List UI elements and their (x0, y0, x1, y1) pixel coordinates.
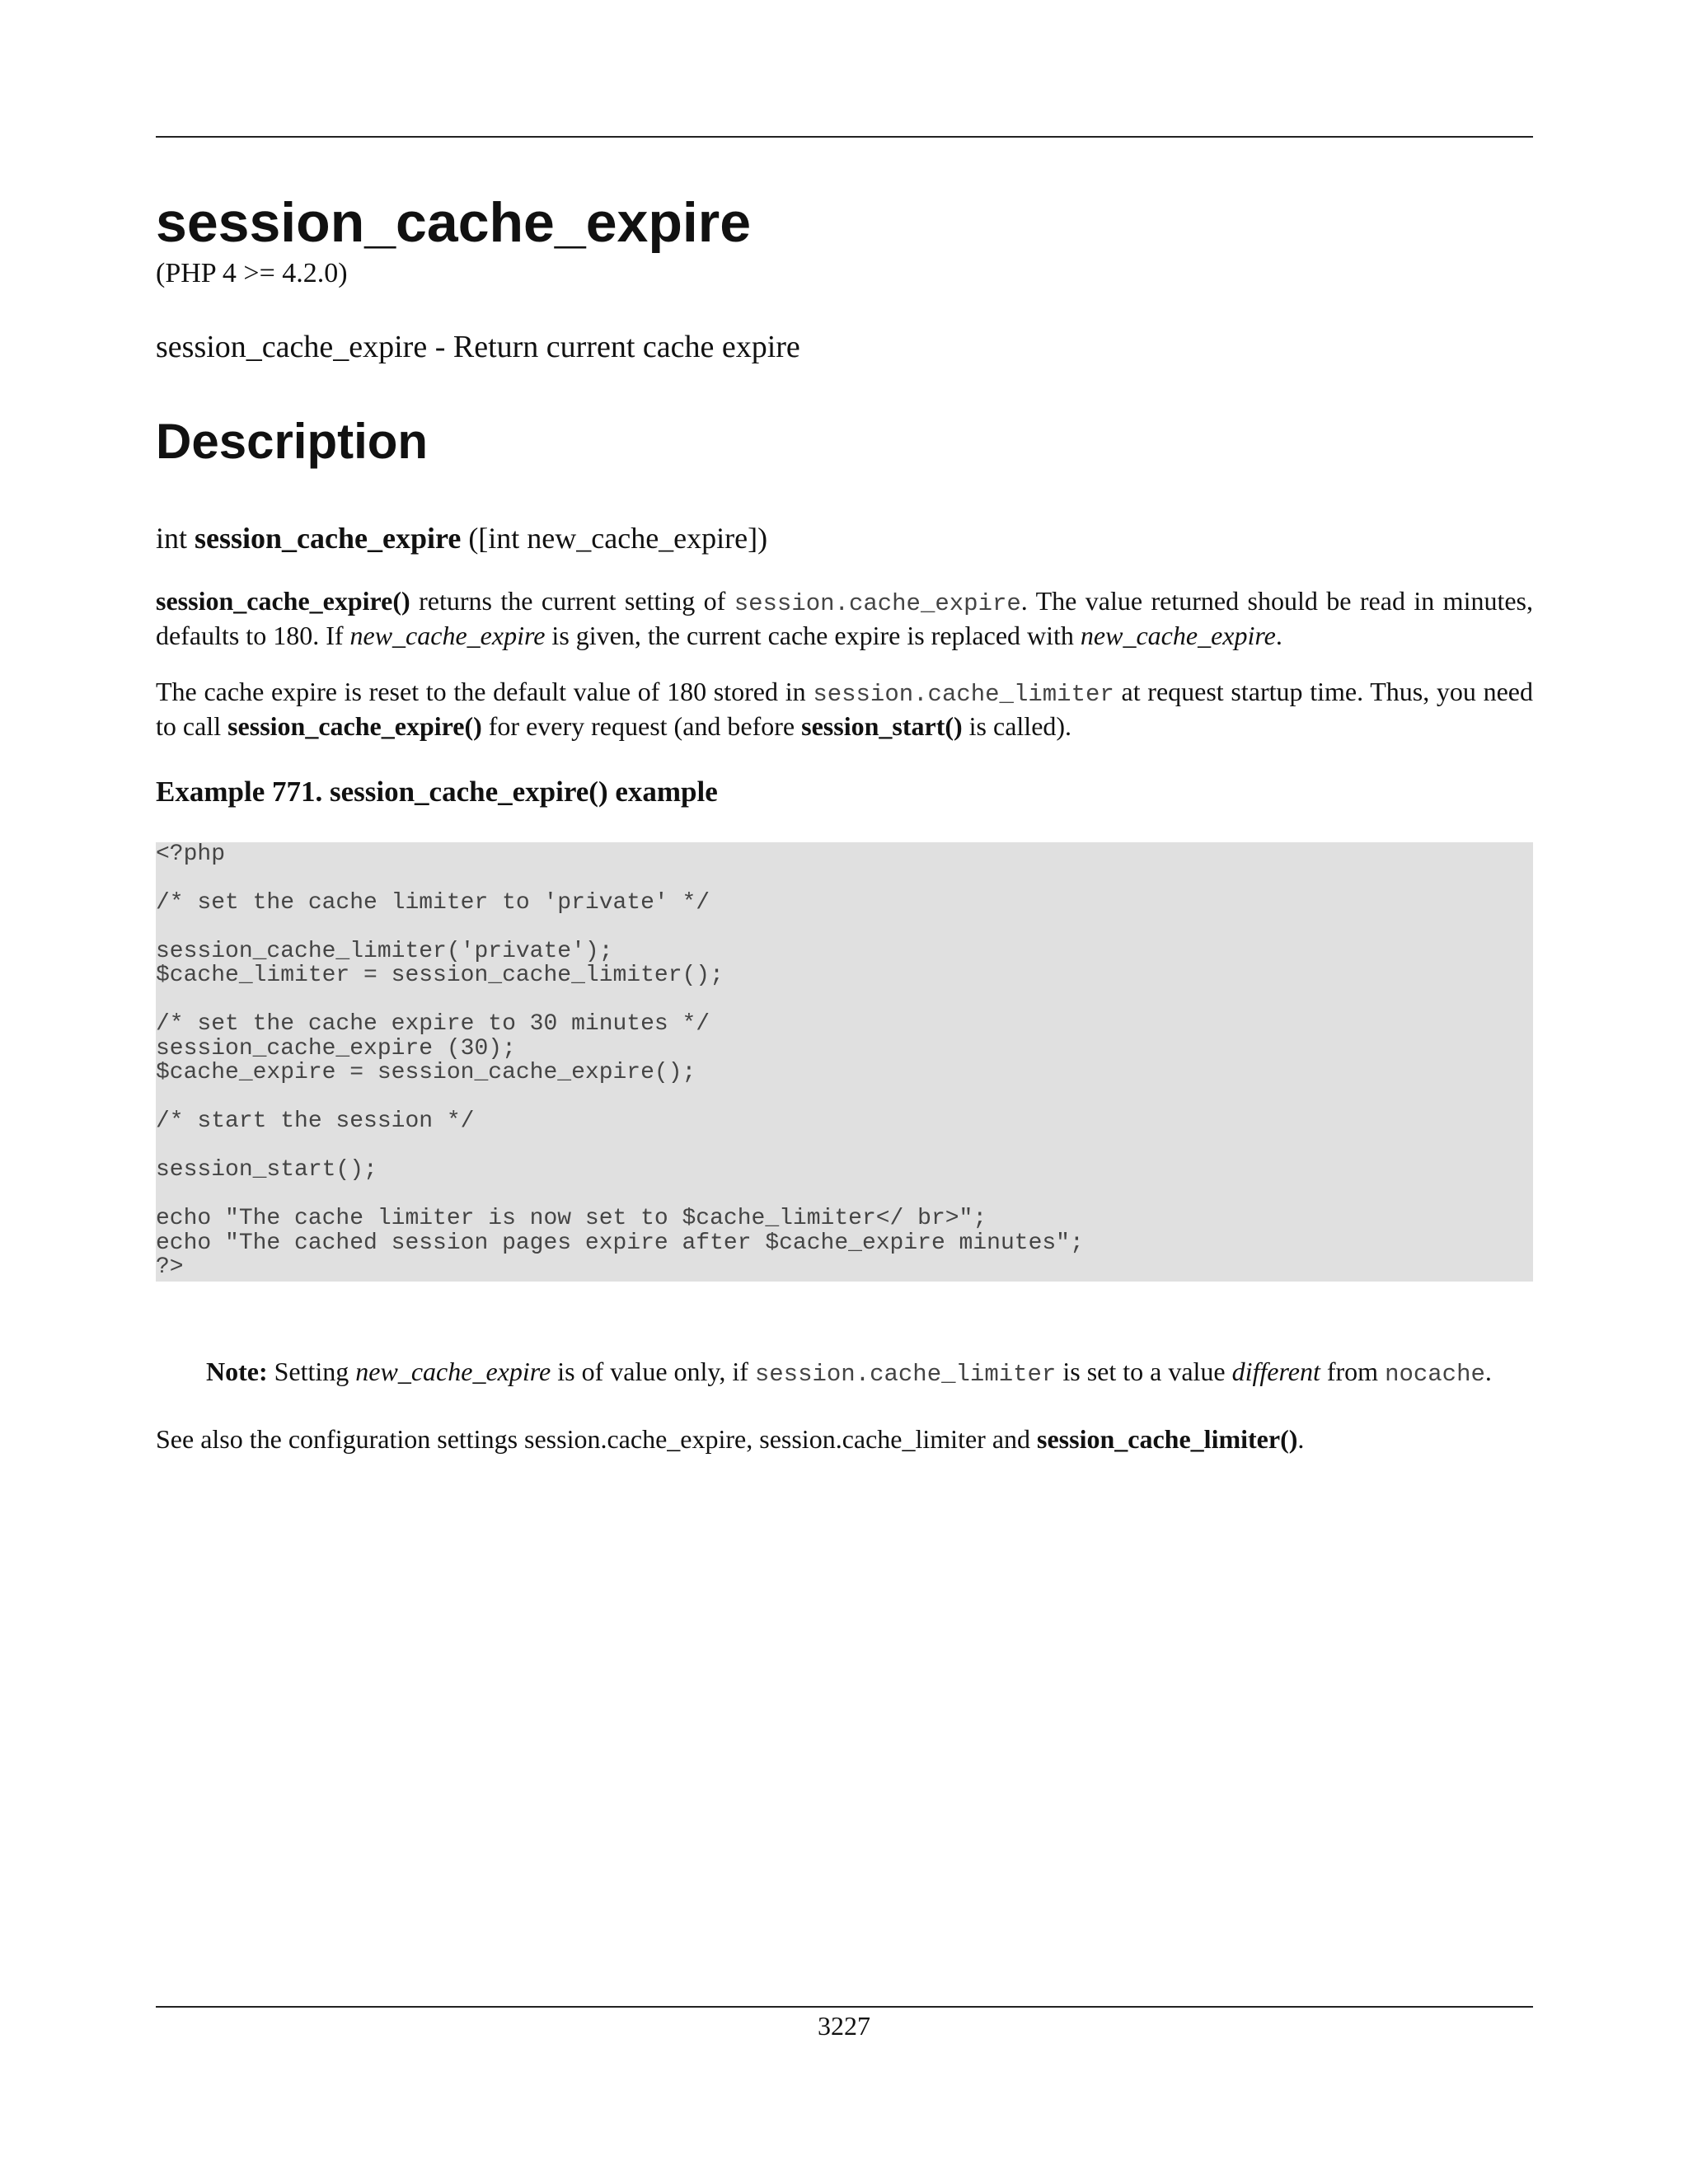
function-ref: session_cache_expire() (227, 710, 482, 741)
parameter-ref: new_cache_expire (349, 620, 546, 650)
function-ref: session_cache_limiter() (1037, 1423, 1298, 1454)
page-content (156, 186, 1533, 1455)
see-also-paragraph: See also the configuration settings session.cache_expire, session.cache_limiter and session_cache_limiter(). (156, 1423, 1305, 1454)
ini-setting: session.cache_expire (734, 589, 1021, 617)
ini-setting: session.cache_limiter (813, 680, 1114, 708)
php-version: (PHP 4 >= 4.2.0) (156, 258, 348, 288)
example-title: Example 771. session_cache_expire() example (156, 775, 718, 808)
parameter-ref: new_cache_expire (1080, 620, 1276, 650)
description-paragraph-2: The cache expire is reset to the default value of 180 stored in session.cache_limiter at request startup time. Thus, you need to call session_cache_expire() for every request (and before session_start() is called). (156, 676, 1534, 741)
description-heading: Description (156, 414, 429, 470)
function-ref: session_cache_expire() (156, 585, 410, 616)
parameter-ref: new_cache_expire (355, 1356, 551, 1386)
function-ref: session_start() (801, 710, 963, 741)
function-purpose: session_cache_expire - Return current cache expire (156, 329, 800, 364)
synopsis-function-name: session_cache_expire (195, 522, 462, 555)
note-label: Note: (206, 1356, 268, 1386)
literal-value: nocache (1385, 1360, 1485, 1388)
description-paragraph-1: session_cache_expire() returns the current setting of session.cache_expire. The value returned should be read in minutes, defaults to 180. If new_cache_expire is given, the current cache expire is replaced with new_cache_expire. (156, 585, 1533, 650)
note-box: Note: Setting new_cache_expire is of value only, if session.cache_limiter is set to a value different from nocache. (206, 1356, 1492, 1388)
header-rule (156, 136, 1533, 138)
footer-rule (156, 2006, 1533, 2008)
function-title: session_cache_expire (156, 191, 752, 254)
synopsis-params: ([int new_cache_expire]) (468, 522, 768, 555)
emphasis: different (1231, 1356, 1320, 1386)
function-synopsis (156, 521, 1533, 556)
ini-setting: session.cache_limiter (754, 1360, 1057, 1388)
page-number: 3227 (818, 2011, 870, 2041)
example-code-block: <?php /* set the cache limiter to 'private' */ session_cache_limiter('private'); $cache_limiter = session_cache_limiter(); /* set the cache expire to 30 minutes */ session_cache_expire (30); $cache_expire = session_cache_expire(); /* start the session */ session_start(); echo "The cache limiter is now set to $cache_limiter</ br>"; echo "The cached session pages expire after $cache_expire minutes"; ?> (156, 842, 1533, 1282)
return-type: int (156, 522, 188, 555)
